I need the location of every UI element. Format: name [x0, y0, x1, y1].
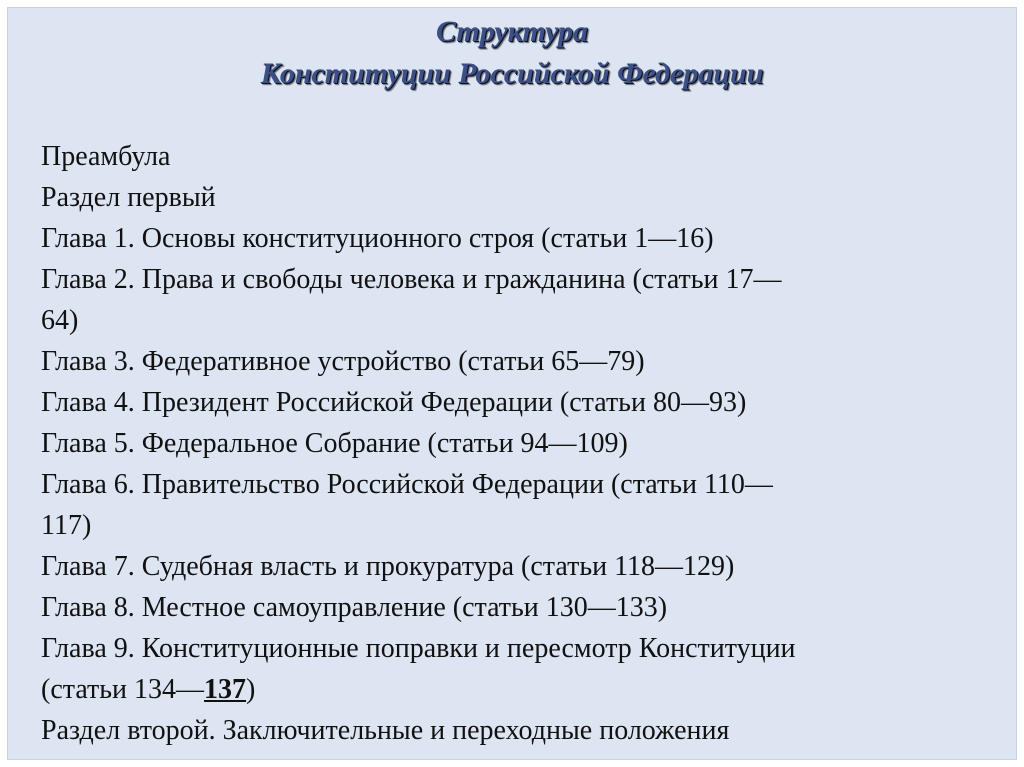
list-item-chapter-2-cont: 64) [41, 305, 79, 336]
chapter-9-range-start: (статьи 134— [41, 674, 205, 705]
list-item-chapter-7: Глава 7. Судебная власть и прокуратура (статьи 118—129) [41, 551, 735, 582]
list-item-chapter-9-cont [41, 669, 991, 710]
list-item-chapter-6: Глава 6. Правительство Российской Федерации (статьи 110— [41, 469, 773, 500]
structure-list [41, 136, 991, 751]
chapter-9-range-close: ) [246, 674, 256, 705]
list-item-section-one: Раздел первый [41, 182, 216, 213]
list-item-chapter-6-cont: 117) [41, 510, 92, 541]
list-item-chapter-3: Глава 3. Федеративное устройство (статьи 65—79) [41, 346, 645, 377]
list-item-chapter-1: Глава 1. Основы конституционного строя (статьи 1—16) [41, 223, 714, 254]
slide-subtitle: Конституции Российской Федерации [260, 57, 764, 90]
slide [8, 8, 1016, 759]
list-item-chapter-8: Глава 8. Местное самоуправление (статьи 130—133) [41, 592, 668, 623]
slide-title: Структура [435, 15, 588, 48]
list-item-preamble: Преамбула [41, 141, 171, 172]
list-item-section-two: Раздел второй. Заключительные и переходные положения [41, 715, 730, 746]
list-item-chapter-9: Глава 9. Конституционные поправки и пересмотр Конституции [41, 633, 796, 664]
list-item-chapter-2: Глава 2. Права и свободы человека и гражданина (статьи 17— [41, 264, 782, 295]
list-item-chapter-5: Глава 5. Федеральное Собрание (статьи 94—109) [41, 428, 628, 459]
chapter-9-range-end-emphasis: 137 [204, 674, 247, 705]
list-item-chapter-4: Глава 4. Президент Российской Федерации (статьи 80—93) [41, 387, 747, 418]
